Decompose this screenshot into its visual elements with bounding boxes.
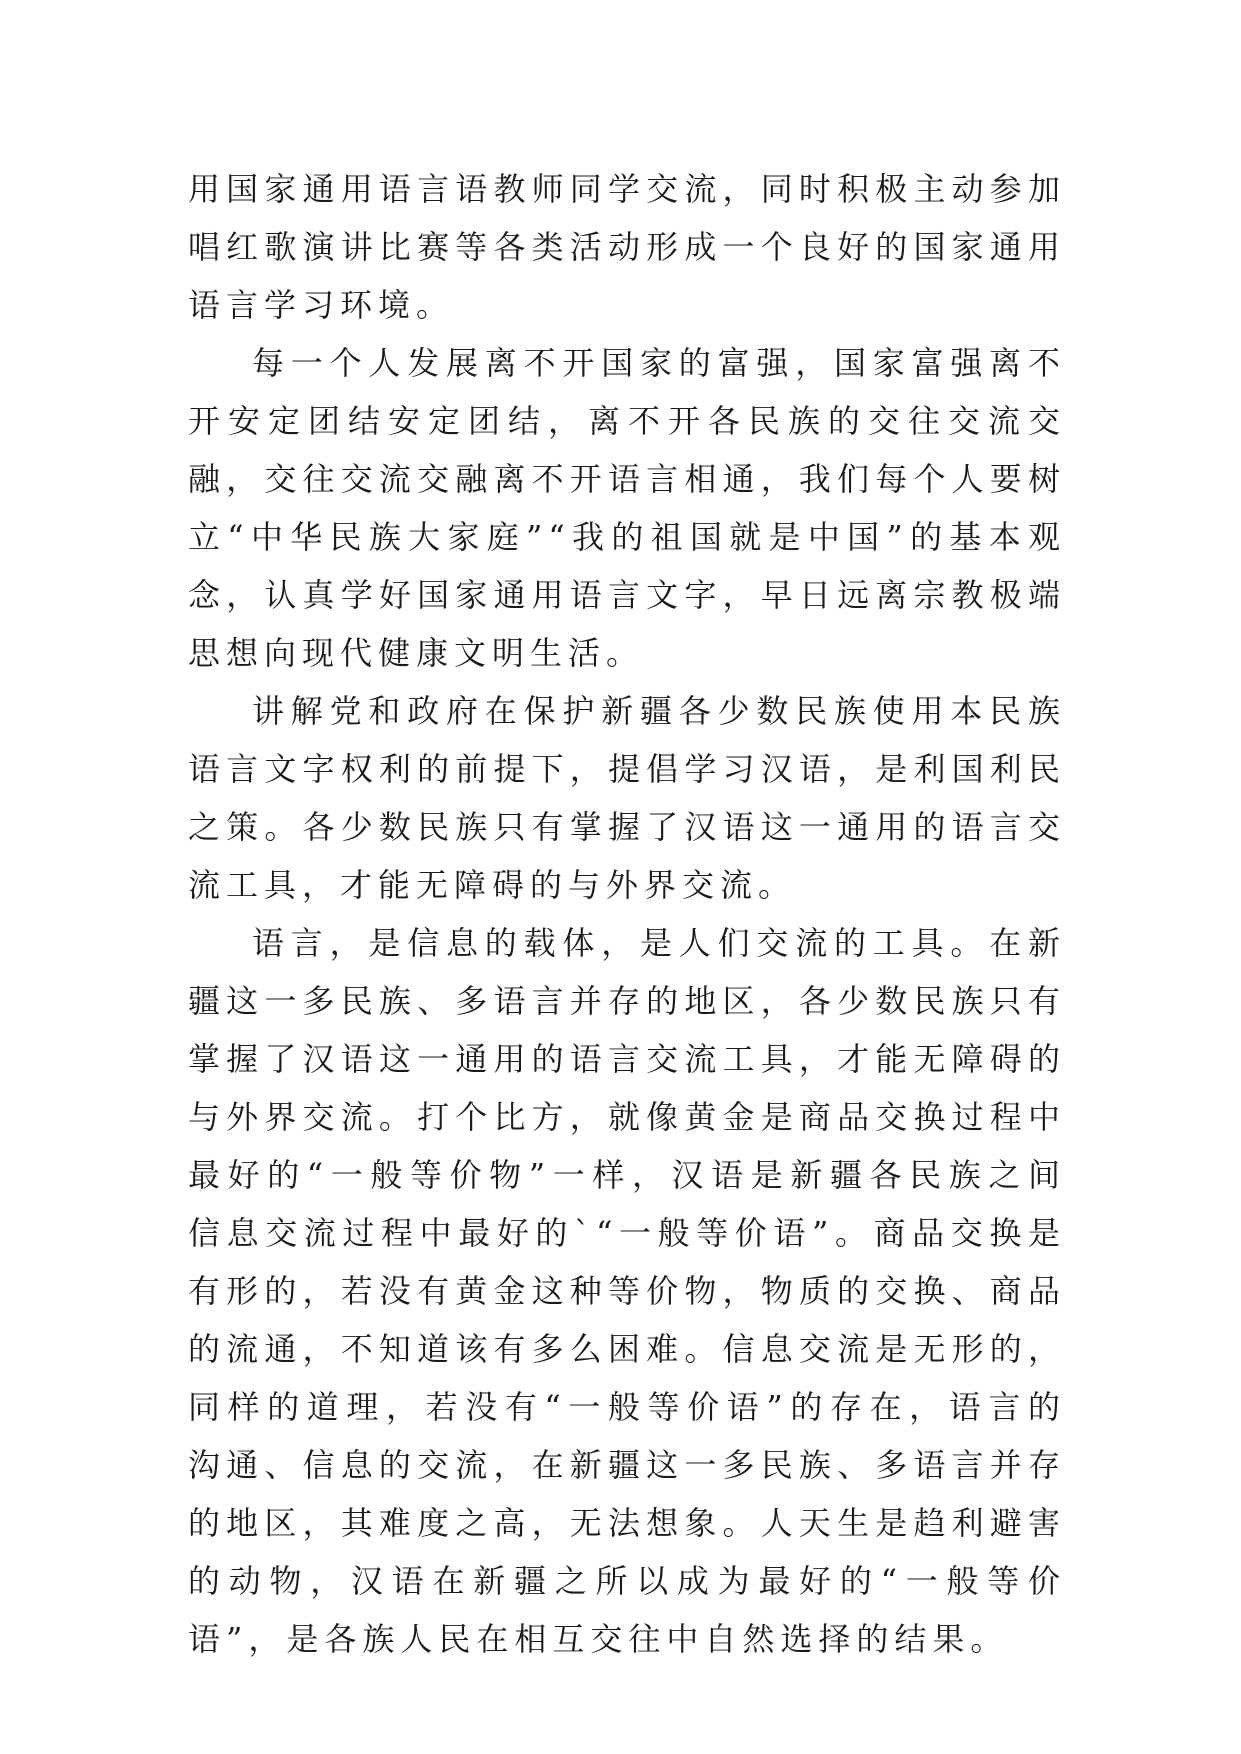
document-body bbox=[188, 160, 1066, 1668]
paragraph-3: 讲解党和政府在保护新疆各少数民族使用本民族语言文字权利的前提下，提倡学习汉语，是利国利民之策。各少数民族只有掌握了汉语这一通用的语言交流工具，才能无障碍的与外界交流。 bbox=[188, 692, 1066, 904]
paragraph-1: 用国家通用语言语教师同学交流，同时积极主动参加唱红歌演讲比赛等各类活动形成一个良好的国家通用语言学习环境。 bbox=[188, 170, 1066, 324]
paragraph-2: 每一个人发展离不开国家的富强，国家富强离不开安定团结安定团结，离不开各民族的交往交流交融，交往交流交融离不开语言相通，我们每个人要树立“中华民族大家庭”“我的祖国就是中国”的基本观念，认真学好国家通用语言文字，早日远离宗教极端思想向现代健康文明生活。 bbox=[188, 344, 1066, 672]
paragraph-4: 语言，是信息的载体，是人们交流的工具。在新疆这一多民族、多语言并存的地区，各少数民族只有掌握了汉语这一通用的语言交流工具，才能无障碍的与外界交流。打个比方，就像黄金是商品交换过程中最好的“一般等价物”一样，汉语是新疆各民族之间信息交流过程中最好的`“一般等价语”。商品交换是有形的，若没有黄金这种等价物，物质的交换、商品的流通，不知道该有多么困难。信息交流是无形的，同样的道理，若没有“一般等价语”的存在，语言的沟通、信息的交流，在新疆这一多民族、多语言并存的地区，其难度之高，无法想象。人天生是趋利避害的动物，汉语在新疆之所以成为最好的“一般等价语”，是各族人民在相互交往中自然选择的结果。 bbox=[188, 924, 1066, 1658]
